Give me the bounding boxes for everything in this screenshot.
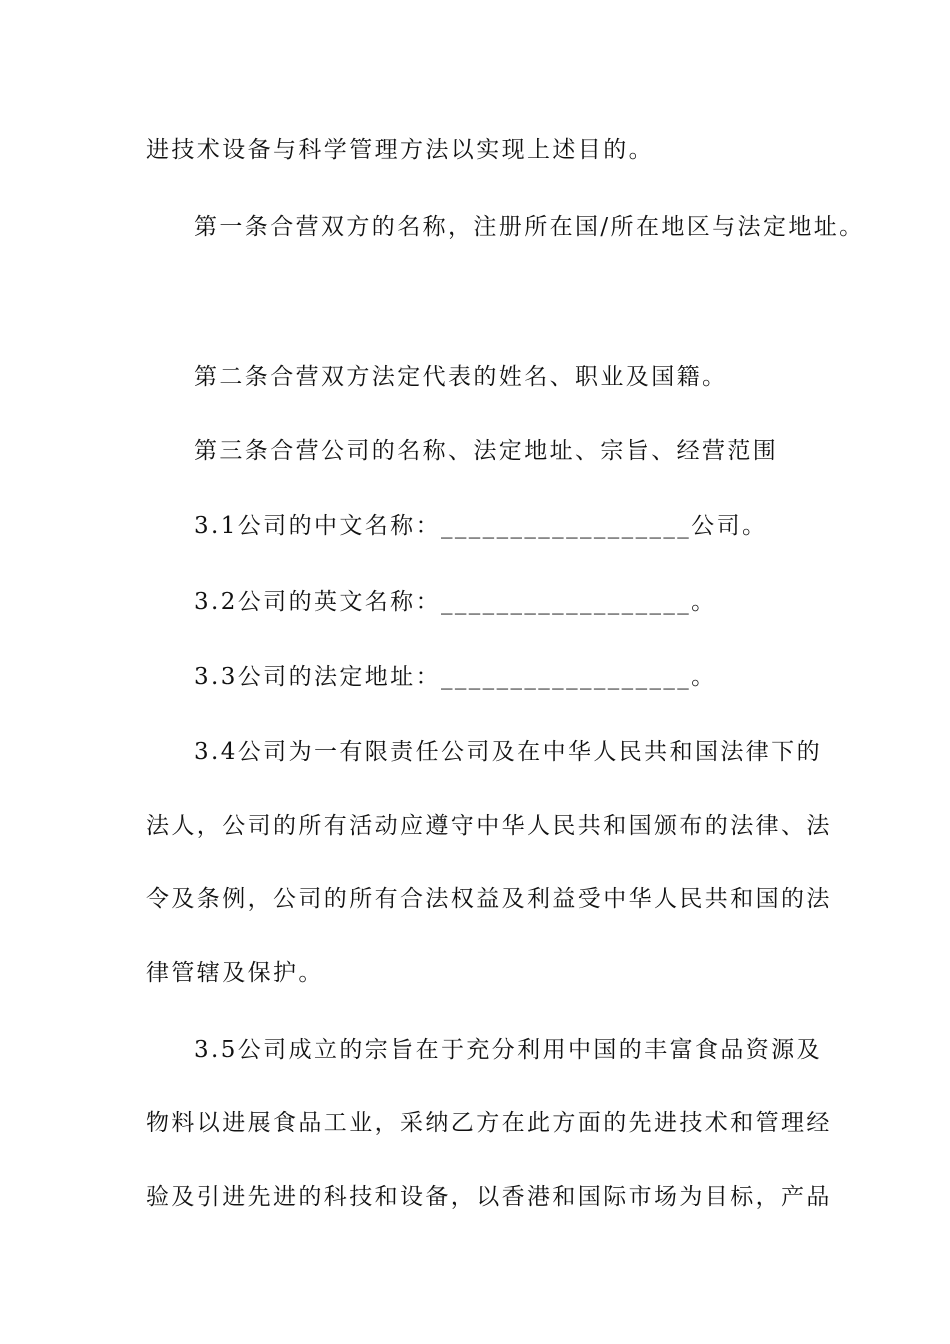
clause-3-4-line-4: 律管辖及保护。 bbox=[146, 960, 324, 986]
clause-3-5-line-2: 物料以进展食品工业，采纳乙方在此方面的先进技术和管理经 bbox=[146, 1110, 832, 1136]
article-1-heading: 第一条合营双方的名称，注册所在国/所在地区与法定地址。 bbox=[194, 214, 865, 240]
article-3-heading: 第三条合营公司的名称、法定地址、宗旨、经营范围 bbox=[194, 438, 779, 464]
article-2-heading: 第二条合营双方法定代表的姓名、职业及国籍。 bbox=[194, 364, 728, 390]
clause-3-5-line-1: 3.5公司成立的宗旨在于充分利用中国的丰富食品资源及 bbox=[194, 1037, 822, 1063]
clause-3-2: 3.2公司的英文名称：__________________。 bbox=[194, 589, 717, 615]
clause-3-3: 3.3公司的法定地址：__________________。 bbox=[194, 664, 717, 690]
clause-3-4-line-3: 令及条例，公司的所有合法权益及利益受中华人民共和国的法 bbox=[146, 886, 832, 912]
clause-3-5-line-3: 验及引进先进的科技和设备，以香港和国际市场为目标，产品 bbox=[146, 1184, 832, 1210]
text-line: 进技术设备与科学管理方法以实现上述目的。 bbox=[146, 137, 654, 163]
clause-3-1: 3.1公司的中文名称：__________________公司。 bbox=[194, 513, 768, 539]
clause-3-4-line-2: 法人，公司的所有活动应遵守中华人民共和国颁布的法律、法 bbox=[146, 813, 832, 839]
clause-3-4-line-1: 3.4公司为一有限责任公司及在中华人民共和国法律下的 bbox=[194, 739, 822, 765]
